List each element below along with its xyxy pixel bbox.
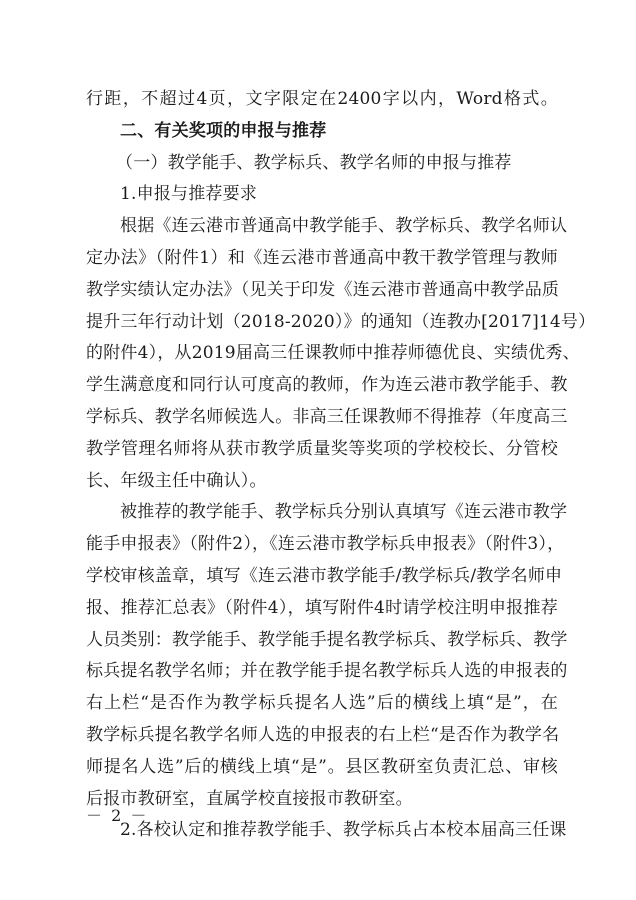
paragraph-line-end: 长、年级主任中确认）。 [86, 470, 267, 491]
paragraph-line: 人员类别：教学能手、教学能手提名教学标兵、教学标兵、教学 [86, 629, 568, 650]
paragraph-line: 师提名人选”后的横线上填“是”。县区教研室负责汇总、审核 [86, 756, 558, 777]
paragraph-line: 学校审核盖章，填写《连云港市教学能手/教学标兵/教学名师申 [86, 565, 563, 586]
section-heading: 二、有关奖项的申报与推荐 [120, 120, 327, 141]
paragraph-line: 被推荐的教学能手、教学标兵分别认真填写《连云港市教学 [120, 502, 568, 523]
paragraph-line: 学标兵、教学名师候选人。非高三任课教师不得推荐（年度高三 [86, 406, 568, 427]
item-heading: 1.申报与推荐要求 [120, 184, 258, 205]
paragraph-line: 能手申报表》（附件2），《连云港市教学标兵申报表》（附件3）， [86, 534, 565, 555]
paragraph-line: 定办法》（附件1）和《连云港市普通高中教干教学管理与教师 [86, 247, 558, 268]
paragraph-line: 学生满意度和同行认可度高的教师，作为连云港市教学能手、教 [86, 375, 568, 396]
page-number: － 2 － [86, 806, 149, 825]
paragraph-line: 报、推荐汇总表》（附件4），填写附件4时请学校注明申报推荐 [86, 597, 558, 618]
paragraph-line: 的附件4），从2019届高三任课教师中推荐师德优良、实绩优秀、 [86, 343, 580, 364]
document-body [86, 84, 596, 847]
paragraph-line: 右上栏“是否作为教学标兵提名人选”后的横线上填“是”，在 [86, 693, 558, 714]
paragraph-line: 根据《连云港市普通高中教学能手、教学标兵、教学名师认 [120, 216, 568, 237]
paragraph-line: 提升三年行动计划（2018-2020）》的通知（连教办[2017]14号） [86, 311, 596, 332]
paragraph-line: 教学管理名师将从获市教学质量奖等奖项的学校校长、分管校 [86, 438, 558, 459]
paragraph-line-end: 后报市教研室，直属学校直接报市教研室。 [86, 788, 413, 809]
text-line-continuation: 行距，不超过4页，文字限定在2400字以内，Word格式。 [86, 89, 558, 109]
paragraph-line: 标兵提名教学名师；并在教学能手提名教学标兵人选的申报表的 [86, 661, 568, 682]
item-heading: 2.各校认定和推荐教学能手、教学标兵占本校本届高三任课 [120, 820, 567, 841]
paragraph-line: 教学标兵提名教学名师人选的申报表的右上栏“是否作为教学名 [86, 724, 560, 745]
subsection-heading: （一）教学能手、教学标兵、教学名师的申报与推荐 [116, 152, 512, 173]
paragraph-line: 教学实绩认定办法》（见关于印发《连云港市普通高中教学品质 [86, 279, 560, 300]
